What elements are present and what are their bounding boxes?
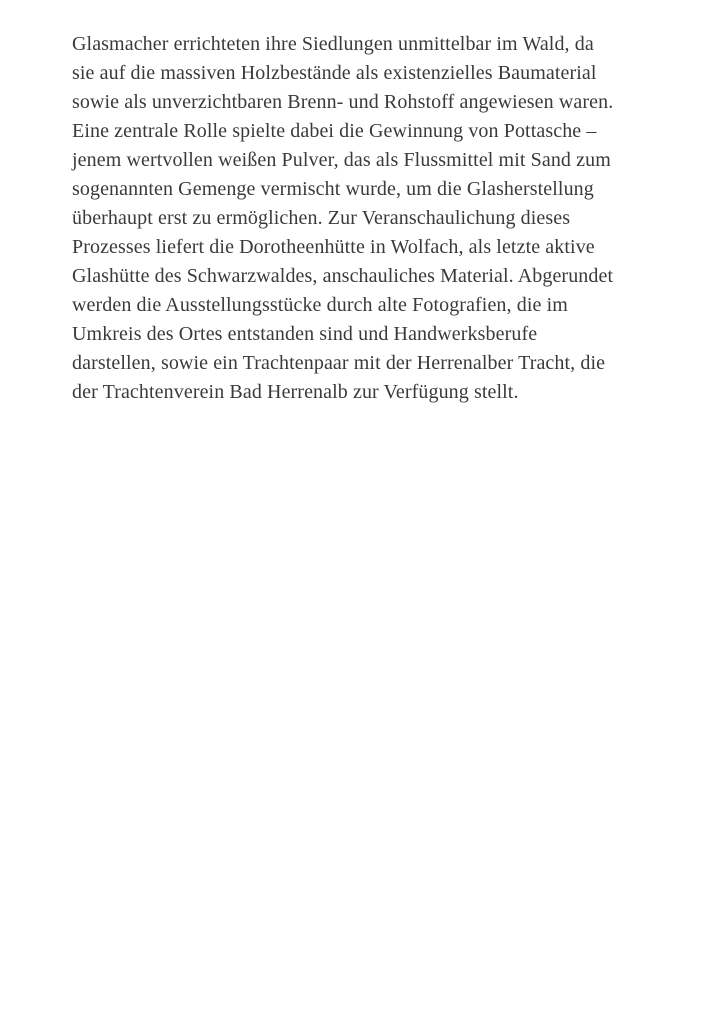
text-line: der Trachtenverein Bad Herrenalb zur Verfügung stellt. [72, 381, 519, 403]
text-line: werden die Ausstellungsstücke durch alte Fotografien, die im [72, 294, 568, 316]
text-line: Eine zentrale Rolle spielte dabei die Gewinnung von Pottasche – [72, 120, 597, 142]
body-paragraph [72, 30, 668, 407]
text-line: jenem wertvollen weißen Pulver, das als Flussmittel mit Sand zum [72, 149, 611, 171]
text-line: sie auf die massiven Holzbestände als existenzielles Baumaterial [72, 62, 597, 84]
text-line: sowie als unverzichtbaren Brenn- und Rohstoff angewiesen waren. [72, 91, 614, 113]
text-line: sogenannten Gemenge vermischt wurde, um die Glasherstellung [72, 178, 594, 200]
text-line: Glasmacher errichteten ihre Siedlungen unmittelbar im Wald, da [72, 33, 594, 55]
text-line: Umkreis des Ortes entstanden sind und Handwerksberufe [72, 323, 538, 345]
text-line: überhaupt erst zu ermöglichen. Zur Veranschaulichung dieses [72, 207, 571, 229]
text-line: Prozesses liefert die Dorotheenhütte in Wolfach, als letzte aktive [72, 236, 595, 258]
text-line: darstellen, sowie ein Trachtenpaar mit der Herrenalber Tracht, die [72, 352, 606, 374]
text-line: Glashütte des Schwarzwaldes, anschauliches Material. Abgerundet [72, 265, 614, 287]
